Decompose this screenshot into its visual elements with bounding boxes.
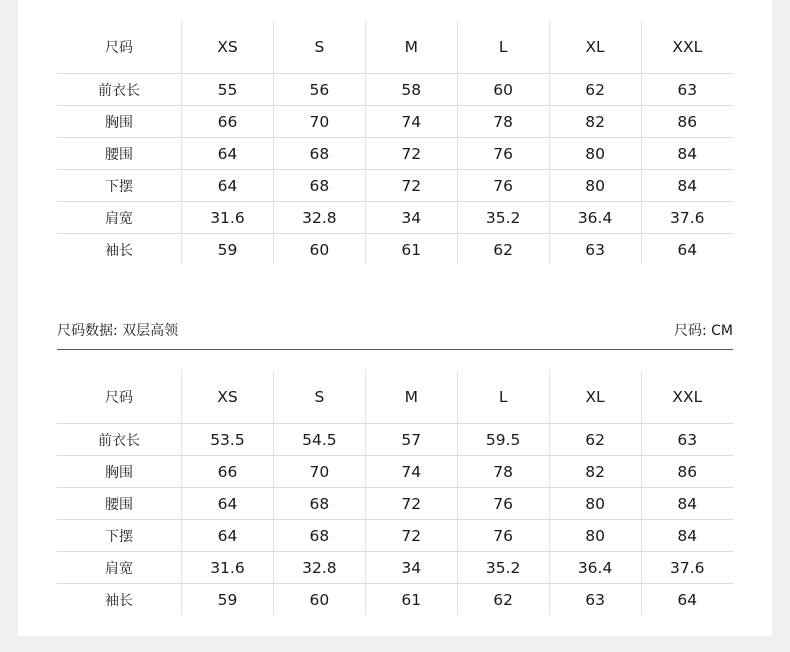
measurement-value: 68 bbox=[273, 138, 365, 170]
measurement-value: 64 bbox=[641, 584, 733, 616]
measurement-value: 72 bbox=[365, 520, 457, 552]
measurement-value: 58 bbox=[365, 74, 457, 106]
measurement-value: 76 bbox=[457, 170, 549, 202]
measurement-value: 78 bbox=[457, 456, 549, 488]
measurement-value: 34 bbox=[365, 552, 457, 584]
table-row bbox=[57, 234, 733, 266]
measurement-value: 55 bbox=[182, 74, 274, 106]
measurement-value: 68 bbox=[273, 170, 365, 202]
header-cell: XS bbox=[182, 371, 274, 424]
table-caption bbox=[57, 318, 733, 350]
table-row bbox=[57, 456, 733, 488]
measurement-value: 86 bbox=[641, 456, 733, 488]
measurement-value: 80 bbox=[549, 520, 641, 552]
table-row bbox=[57, 202, 733, 234]
table-row bbox=[57, 138, 733, 170]
measurement-value: 82 bbox=[549, 106, 641, 138]
measurement-value: 62 bbox=[549, 424, 641, 456]
table-row bbox=[57, 424, 733, 456]
header-row bbox=[57, 21, 733, 74]
measurement-label: 下摆 bbox=[57, 520, 182, 552]
header-cell: L bbox=[457, 21, 549, 74]
measurement-label: 袖长 bbox=[57, 234, 182, 266]
measurement-label: 前衣长 bbox=[57, 424, 182, 456]
measurement-value: 32.8 bbox=[273, 552, 365, 584]
measurement-value: 72 bbox=[365, 138, 457, 170]
measurement-value: 84 bbox=[641, 488, 733, 520]
header-cell-size: 尺码 bbox=[105, 390, 133, 406]
measurement-value: 62 bbox=[549, 74, 641, 106]
measurement-value: 80 bbox=[549, 170, 641, 202]
header-cell: XXL bbox=[641, 371, 733, 424]
measurement-value: 35.2 bbox=[457, 552, 549, 584]
measurement-value: 59 bbox=[182, 584, 274, 616]
measurement-value: 84 bbox=[641, 138, 733, 170]
size-chart-page bbox=[18, 0, 772, 636]
measurement-value: 72 bbox=[365, 170, 457, 202]
header-cell: S bbox=[273, 21, 365, 74]
measurement-value: 63 bbox=[549, 584, 641, 616]
measurement-label: 腰围 bbox=[57, 138, 182, 170]
measurement-value: 60 bbox=[273, 234, 365, 266]
measurement-value: 64 bbox=[641, 234, 733, 266]
measurement-value: 36.4 bbox=[549, 552, 641, 584]
measurement-label: 肩宽 bbox=[57, 552, 182, 584]
measurement-value: 57 bbox=[365, 424, 457, 456]
measurement-value: 59 bbox=[182, 234, 274, 266]
measurement-value: 54.5 bbox=[273, 424, 365, 456]
measurement-value: 74 bbox=[365, 106, 457, 138]
table-row bbox=[57, 74, 733, 106]
measurement-value: 78 bbox=[457, 106, 549, 138]
measurement-label: 腰围 bbox=[57, 488, 182, 520]
measurement-value: 64 bbox=[182, 520, 274, 552]
table-row bbox=[57, 170, 733, 202]
measurement-value: 74 bbox=[365, 456, 457, 488]
measurement-label: 胸围 bbox=[57, 106, 182, 138]
measurement-value: 63 bbox=[641, 424, 733, 456]
measurement-value: 62 bbox=[457, 584, 549, 616]
measurement-value: 34 bbox=[365, 202, 457, 234]
measurement-value: 60 bbox=[457, 74, 549, 106]
measurement-value: 35.2 bbox=[457, 202, 549, 234]
measurement-value: 76 bbox=[457, 520, 549, 552]
measurement-value: 68 bbox=[273, 488, 365, 520]
measurement-value: 53.5 bbox=[182, 424, 274, 456]
header-cell: S bbox=[273, 371, 365, 424]
table-row bbox=[57, 584, 733, 616]
measurement-value: 60 bbox=[273, 584, 365, 616]
header-cell: XXL bbox=[641, 21, 733, 74]
measurement-value: 64 bbox=[182, 488, 274, 520]
header-cell: XS bbox=[182, 21, 274, 74]
table-row bbox=[57, 106, 733, 138]
measurement-value: 31.6 bbox=[182, 202, 274, 234]
measurement-value: 61 bbox=[365, 234, 457, 266]
caption-title: 尺码数据: 双层高领 bbox=[57, 323, 179, 339]
measurement-value: 76 bbox=[457, 488, 549, 520]
measurement-value: 76 bbox=[457, 138, 549, 170]
header-cell: XL bbox=[549, 21, 641, 74]
table-row bbox=[57, 552, 733, 584]
measurement-value: 36.4 bbox=[549, 202, 641, 234]
measurement-label: 下摆 bbox=[57, 170, 182, 202]
measurement-value: 66 bbox=[182, 106, 274, 138]
measurement-value: 64 bbox=[182, 170, 274, 202]
measurement-value: 37.6 bbox=[641, 202, 733, 234]
table-row bbox=[57, 488, 733, 520]
measurement-value: 72 bbox=[365, 488, 457, 520]
measurement-value: 61 bbox=[365, 584, 457, 616]
measurement-value: 82 bbox=[549, 456, 641, 488]
caption-unit: 尺码: CM bbox=[673, 323, 733, 339]
size-table-2 bbox=[57, 371, 733, 615]
measurement-value: 63 bbox=[641, 74, 733, 106]
measurement-value: 37.6 bbox=[641, 552, 733, 584]
measurement-label: 袖长 bbox=[57, 584, 182, 616]
measurement-value: 80 bbox=[549, 488, 641, 520]
measurement-value: 68 bbox=[273, 520, 365, 552]
measurement-value: 70 bbox=[273, 456, 365, 488]
measurement-value: 63 bbox=[549, 234, 641, 266]
measurement-value: 59.5 bbox=[457, 424, 549, 456]
measurement-value: 64 bbox=[182, 138, 274, 170]
header-cell: M bbox=[365, 371, 457, 424]
header-cell: L bbox=[457, 371, 549, 424]
measurement-value: 66 bbox=[182, 456, 274, 488]
measurement-value: 80 bbox=[549, 138, 641, 170]
measurement-value: 84 bbox=[641, 520, 733, 552]
measurement-value: 56 bbox=[273, 74, 365, 106]
measurement-value: 32.8 bbox=[273, 202, 365, 234]
header-cell: M bbox=[365, 21, 457, 74]
measurement-label: 肩宽 bbox=[57, 202, 182, 234]
measurement-label: 前衣长 bbox=[57, 74, 182, 106]
header-row bbox=[57, 371, 733, 424]
measurement-value: 62 bbox=[457, 234, 549, 266]
size-table-1 bbox=[57, 21, 733, 265]
measurement-value: 86 bbox=[641, 106, 733, 138]
measurement-value: 70 bbox=[273, 106, 365, 138]
header-cell: XL bbox=[549, 371, 641, 424]
table-row bbox=[57, 520, 733, 552]
measurement-value: 84 bbox=[641, 170, 733, 202]
header-cell-size: 尺码 bbox=[105, 40, 133, 56]
measurement-label: 胸围 bbox=[57, 456, 182, 488]
measurement-value: 31.6 bbox=[182, 552, 274, 584]
